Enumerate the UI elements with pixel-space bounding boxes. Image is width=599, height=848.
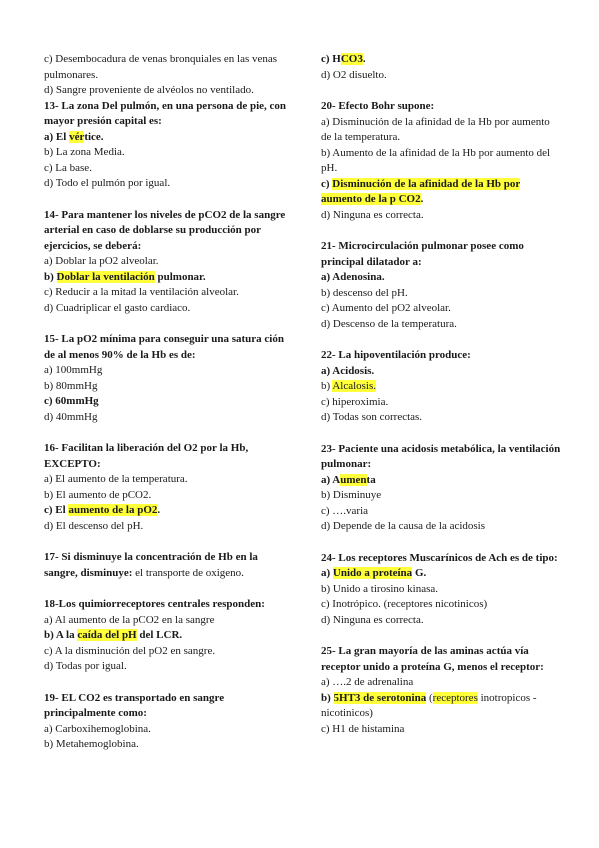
option-c: c) La base.: [44, 161, 92, 174]
option-d: d) Ninguna es correcta.: [321, 613, 424, 626]
option-a: a) Doblar la pO2 alveolar.: [44, 255, 159, 267]
highlighted-text: aumento de la pO2: [68, 504, 158, 516]
question-16: [44, 441, 288, 534]
option-b: b) 80mmHg: [44, 379, 98, 392]
option-text: a) El: [44, 130, 70, 143]
question-19-tail: [321, 52, 561, 83]
option-a: [44, 130, 288, 146]
right-column: [321, 52, 561, 737]
option-a: a) El aumento de la temperatura.: [44, 473, 188, 485]
option-c: [321, 52, 561, 68]
option-text: pulmonar.: [154, 270, 206, 283]
highlighted-text: caída del pH: [77, 629, 137, 641]
option-b: b) Aumento de la afinidad de la Hb por aumento del pH.: [321, 146, 551, 174]
question-title: 23- Paciente una acidosis metabólica, la ventilación pulmonar:: [321, 442, 561, 470]
option-a: a) ….2 de adrenalina: [321, 676, 414, 688]
question-title: 20- Efecto Bohr supone:: [321, 100, 435, 112]
option-a: [321, 566, 561, 582]
highlighted-text: CO3: [340, 53, 363, 65]
option-c: c) Desembocadura de venas bronquiales en las venas pulmonares.: [44, 53, 278, 81]
highlighted-text: 5HT3 de serotonina: [333, 691, 427, 704]
option-text: c): [321, 177, 333, 190]
option-text: .: [157, 504, 161, 516]
option-d: d) Ninguna es correcta.: [321, 208, 424, 221]
option-b: b) Disminuye: [321, 489, 382, 501]
answer-text: el transporte de oxigeno.: [132, 566, 244, 579]
option-text: del LCR.: [136, 629, 183, 641]
option-b: b) Metahemoglobina.: [44, 738, 139, 750]
question-title: 22- La hipoventilación produce:: [321, 349, 471, 361]
option-a: a) Acidosis.: [321, 364, 375, 377]
option-b: [321, 379, 561, 395]
option-b: b) descenso del pH.: [321, 286, 408, 299]
question-23: [321, 442, 561, 535]
option-b: b) El aumento de pCO2.: [44, 488, 152, 501]
question-title: 25- La gran mayoría de las aminas actúa vía receptor unido a proteína G, menos el receptor:: [321, 645, 544, 673]
highlighted-text: receptores: [432, 691, 478, 704]
option-b: [321, 691, 561, 722]
question-15: [44, 332, 288, 425]
option-text: c) El: [44, 504, 69, 516]
question-24: [321, 551, 561, 629]
option-text: inotropicos - nicotinicos): [321, 691, 537, 719]
option-d: d) Descenso de la temperatura.: [321, 317, 457, 330]
option-d: d) 40mmHg: [44, 410, 98, 423]
question-14: [44, 208, 288, 317]
option-c: c) A la disminución del pO2 en sangre.: [44, 644, 216, 657]
option-text: c) H: [321, 53, 341, 65]
option-text: (: [426, 691, 433, 704]
option-text: .: [362, 53, 366, 65]
option-text: b) A la: [44, 629, 78, 641]
question-title: 17- Si disminuye la concentración de Hb en la sangre, disminuye:: [44, 551, 258, 579]
question-18: [44, 597, 288, 675]
option-text: G.: [412, 567, 427, 579]
highlighted-text: Doblar la ventilación: [56, 270, 155, 283]
highlighted-text: vér: [69, 130, 85, 143]
left-column: [44, 52, 288, 753]
question-title: 18-Los quimiorreceptores centrales responden:: [44, 598, 265, 610]
option-b: b) Unido a tirosino kinasa.: [321, 582, 439, 595]
question-12-tail: [44, 52, 288, 99]
highlighted-text: umen: [340, 473, 367, 486]
option-c: c) H1 de histamina: [321, 722, 405, 735]
option-text: tice.: [84, 130, 104, 143]
option-text: b): [321, 691, 334, 704]
option-text: b): [44, 270, 57, 283]
question-22: [321, 348, 561, 426]
option-c: c) Reducir a la mitad la ventilación alveolar.: [44, 286, 239, 298]
option-d: d) Todas por igual.: [44, 660, 127, 672]
option-c: [44, 503, 288, 519]
question-title: 15- La pO2 mínima para conseguir una satura ción de al menos 90% de la Hb es de:: [44, 333, 284, 361]
option-d: d) Todas son correctas.: [321, 411, 423, 423]
option-b: b) La zona Media.: [44, 146, 125, 158]
question-line: [44, 550, 288, 581]
question-title: 13- La zona Del pulmón, en una persona de pie, con mayor presión capital es:: [44, 99, 287, 127]
question-title: 24- Los receptores Muscarínicos de Ach es de tipo:: [321, 551, 558, 564]
option-a: a) Carboxihemoglobina.: [44, 722, 151, 735]
option-c: c) 60mmHg: [44, 395, 99, 407]
question-17: [44, 550, 288, 581]
option-b: [44, 270, 288, 286]
option-b: [44, 628, 288, 644]
option-a: a) Disminución de la afinidad de la Hb por aumento de la temperatura.: [321, 115, 550, 143]
question-13: [44, 99, 288, 192]
option-a: a) 100mmHg: [44, 364, 103, 376]
highlighted-text: Disminución de la afinidad de la Hb por aumento de la p CO2: [321, 177, 521, 205]
question-title: 21- Microcirculación pulmonar posee como principal dilatador a:: [321, 240, 524, 268]
question-title: 19- EL CO2 es transportado en sangre principalmente como:: [44, 691, 225, 719]
option-d: d) Cuadriplicar el gasto cardiaco.: [44, 301, 191, 314]
option-d: d) Depende de la causa de la acidosis: [321, 520, 486, 532]
question-19: [44, 691, 288, 753]
highlighted-text: Unido a proteína: [332, 567, 413, 579]
question-20: [321, 99, 561, 223]
option-d: d) O2 disuelto.: [321, 68, 387, 81]
question-25: [321, 644, 561, 737]
option-c: c) hiperoximia.: [321, 395, 389, 408]
question-title: 14- Para mantener los niveles de pCO2 de la sangre arterial en caso de doblarse su producción por ejercicios, se deberá:: [44, 208, 286, 252]
option-text: a): [321, 567, 333, 579]
option-c: c) Aumento del pO2 alveolar.: [321, 302, 451, 314]
highlighted-text: Alcalosis.: [332, 380, 377, 392]
option-a: [321, 473, 561, 489]
option-text: a) A: [321, 473, 341, 486]
option-text: .: [420, 193, 424, 205]
option-text: ta: [366, 473, 376, 486]
option-d: d) Sangre proveniente de alvéolos no ventilado.: [44, 84, 254, 96]
question-21: [321, 239, 561, 332]
question-title: 16- Facilitan la liberación del O2 por la Hb, EXCEPTO:: [44, 442, 249, 470]
option-a: a) Adenosina.: [321, 271, 385, 283]
option-d: d) El descenso del pH.: [44, 519, 144, 532]
option-a: a) Al aumento de la pCO2 en la sangre: [44, 613, 215, 626]
option-text: b): [321, 380, 333, 392]
option-c: c) Inotrópico. (receptores nicotinicos): [321, 598, 488, 610]
option-d: d) Todo el pulmón por igual.: [44, 177, 171, 189]
option-c: c) ….varia: [321, 504, 369, 517]
option-c: [321, 177, 561, 208]
